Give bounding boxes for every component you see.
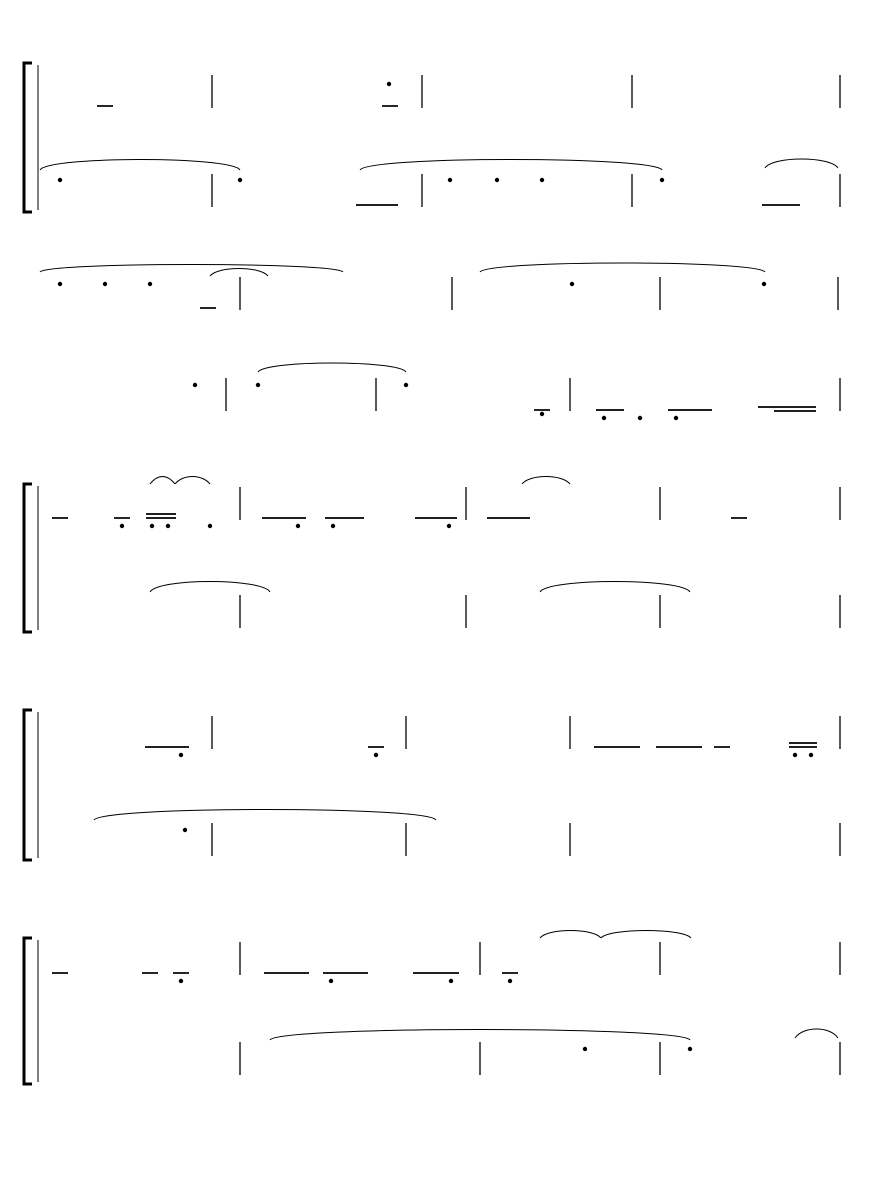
slur bbox=[540, 582, 690, 593]
octave-dot bbox=[238, 178, 242, 182]
octave-dot bbox=[540, 412, 544, 416]
octave-dot bbox=[103, 282, 107, 286]
octave-dot bbox=[583, 1047, 587, 1051]
octave-dot bbox=[329, 979, 333, 983]
octave-dot bbox=[809, 753, 813, 757]
slur bbox=[360, 160, 662, 171]
octave-dot bbox=[166, 524, 170, 528]
slur bbox=[150, 477, 175, 485]
slur bbox=[270, 1030, 690, 1041]
slur bbox=[540, 931, 601, 939]
slur bbox=[601, 931, 691, 939]
octave-dot bbox=[58, 178, 62, 182]
slur bbox=[522, 477, 570, 485]
slur bbox=[210, 269, 268, 277]
octave-dot bbox=[296, 524, 300, 528]
octave-dot bbox=[793, 753, 797, 757]
beam-underlines bbox=[52, 106, 817, 973]
octave-dots bbox=[58, 82, 813, 1051]
octave-dot bbox=[688, 1047, 692, 1051]
octave-dot bbox=[638, 416, 642, 420]
bar-lines bbox=[212, 75, 840, 1075]
slur bbox=[150, 582, 270, 593]
octave-dot bbox=[447, 524, 451, 528]
octave-dot bbox=[148, 282, 152, 286]
octave-dot bbox=[208, 524, 212, 528]
octave-dot bbox=[674, 416, 678, 420]
octave-dot bbox=[602, 416, 606, 420]
octave-dot bbox=[449, 979, 453, 983]
slur bbox=[175, 477, 210, 485]
octave-dot bbox=[508, 979, 512, 983]
octave-dot bbox=[762, 282, 766, 286]
octave-dot bbox=[256, 383, 260, 387]
octave-dot bbox=[374, 753, 378, 757]
system-braces bbox=[24, 63, 38, 1084]
slur bbox=[94, 810, 436, 821]
octave-dot bbox=[448, 178, 452, 182]
slur bbox=[480, 263, 765, 272]
octave-dot bbox=[387, 82, 391, 86]
slur bbox=[258, 363, 406, 372]
octave-dot bbox=[179, 753, 183, 757]
octave-dot bbox=[540, 178, 544, 182]
octave-dot bbox=[660, 178, 664, 182]
system-bracket bbox=[24, 484, 32, 632]
octave-dot bbox=[404, 383, 408, 387]
octave-dot bbox=[495, 178, 499, 182]
system-bracket bbox=[24, 63, 32, 212]
slur bbox=[40, 160, 240, 171]
octave-dot bbox=[183, 828, 187, 832]
octave-dot bbox=[570, 282, 574, 286]
octave-dot bbox=[120, 524, 124, 528]
octave-dot bbox=[179, 979, 183, 983]
system-bracket bbox=[24, 938, 32, 1084]
octave-dot bbox=[331, 524, 335, 528]
octave-dot bbox=[150, 524, 154, 528]
slurs bbox=[40, 159, 838, 1040]
octave-dot bbox=[58, 282, 62, 286]
octave-dot bbox=[193, 383, 197, 387]
system-bracket bbox=[24, 710, 32, 860]
slur bbox=[40, 265, 343, 273]
slur bbox=[765, 159, 838, 168]
slur bbox=[795, 1029, 838, 1038]
